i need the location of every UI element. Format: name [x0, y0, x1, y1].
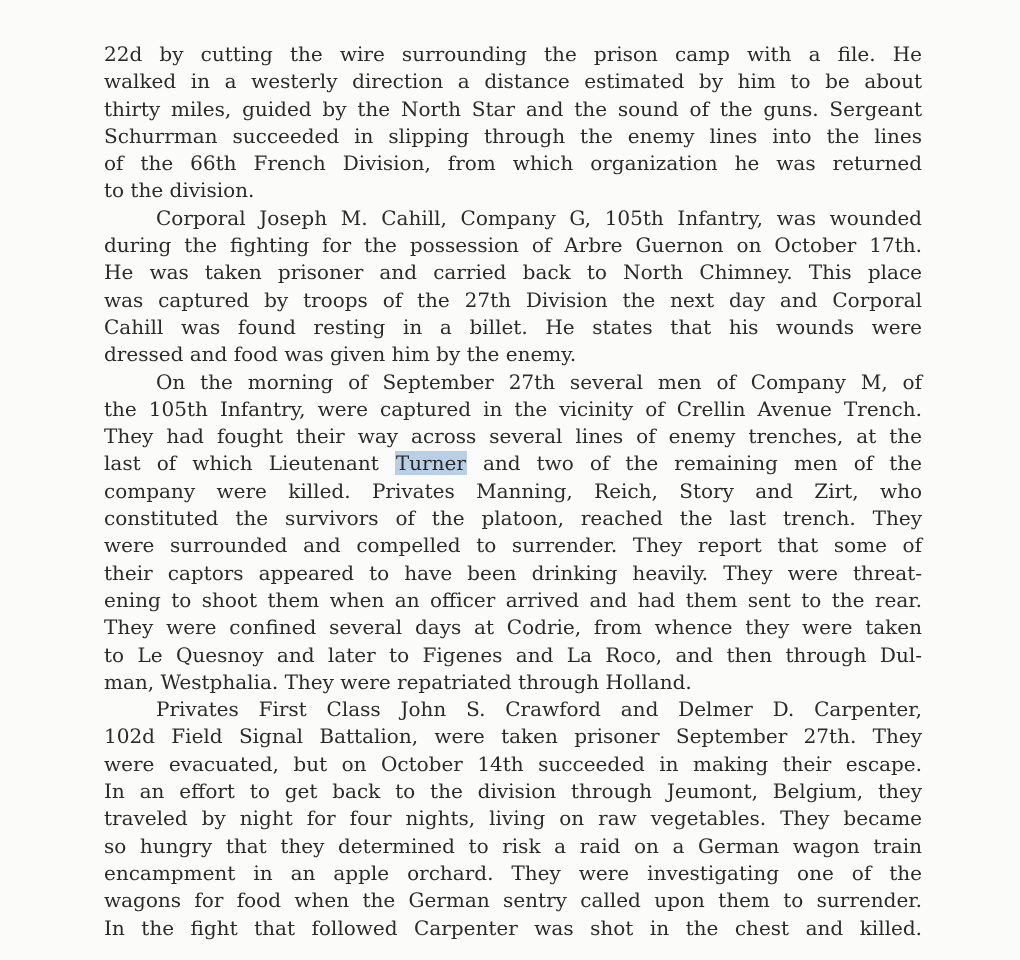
- text-line: On the morning of September 27th several men of Company M, of: [156, 369, 922, 394]
- text-line: to Le Quesnoy and later to Figenes and La Roco, and then through Dul-: [104, 642, 922, 667]
- text-line: company were killed. Privates Manning, Reich, Story and Zirt, who: [104, 478, 922, 503]
- text-line: man, Westphalia. They were repatriated through Holland.: [104, 669, 692, 694]
- text-segment: and two of the remaining men of the: [466, 451, 922, 476]
- text-line: constituted the survivors of the platoon, reached the last trench. They: [104, 506, 922, 531]
- text-line: to the division.: [104, 178, 255, 203]
- text-line: 102d Field Signal Battalion, were taken prisoner September 27th. They: [104, 724, 922, 749]
- text-line: In an effort to get back to the division through Jeumont, Belgium, they: [104, 779, 922, 804]
- text-line: the 105th Infantry, were captured in the vicinity of Crellin Avenue Trench.: [104, 396, 922, 421]
- text-line: 22d by cutting the wire surrounding the prison camp with a file. He: [104, 42, 922, 66]
- text-segment: last of which Lieutenant: [104, 451, 395, 476]
- highlighted-word[interactable]: Turner: [395, 451, 466, 476]
- text-line: traveled by night for four nights, living on raw vegetables. They became: [104, 806, 922, 831]
- text-line: during the fighting for the possession of Arbre Guernon on October 17th.: [104, 233, 922, 258]
- text-line: Cahill was found resting in a billet. He states that his wounds were: [104, 314, 922, 339]
- text-line: thirty miles, guided by the North Star and the sound of the guns. Sergeant: [104, 96, 922, 121]
- text-line: They were confined several days at Codrie, from whence they were taken: [104, 615, 922, 640]
- text-line: encampment in an apple orchard. They were investigating one of the: [104, 860, 922, 885]
- text-line: walked in a westerly direction a distance estimated by him to be about: [104, 69, 922, 94]
- text-line: was captured by troops of the 27th Division the next day and Corporal: [104, 287, 922, 312]
- text-line: wagons for food when the German sentry called upon them to surrender.: [104, 888, 922, 913]
- text-line: Corporal Joseph M. Cahill, Company G, 105th Infantry, was wounded: [156, 205, 922, 230]
- text-line: Schurrman succeeded in slipping through the enemy lines into the lines: [104, 123, 922, 148]
- text-line: dressed and food was given him by the enemy.: [104, 342, 577, 367]
- text-line: their captors appeared to have been drinking heavily. They were threat-: [104, 560, 922, 585]
- text-line: ening to shoot them when an officer arrived and had them sent to the rear.: [104, 587, 922, 612]
- text-line: They had fought their way across several lines of enemy trenches, at the: [104, 424, 922, 449]
- text-line: He was taken prisoner and carried back to North Chimney. This place: [104, 260, 922, 285]
- text-line-with-highlight: [104, 450, 922, 477]
- text-line: so hungry that they determined to risk a raid on a German wagon train: [104, 833, 922, 858]
- text-line: of the 66th French Division, from which organization he was returned: [104, 151, 922, 176]
- text-line: were surrounded and compelled to surrender. They report that some of: [104, 533, 922, 558]
- text-line: In the fight that followed Carpenter was shot in the chest and killed.: [104, 915, 922, 940]
- document-page: [104, 41, 922, 942]
- text-line: Privates First Class John S. Crawford and Delmer D. Carpenter,: [156, 697, 922, 722]
- text-line: were evacuated, but on October 14th succeeded in making their escape.: [104, 751, 922, 776]
